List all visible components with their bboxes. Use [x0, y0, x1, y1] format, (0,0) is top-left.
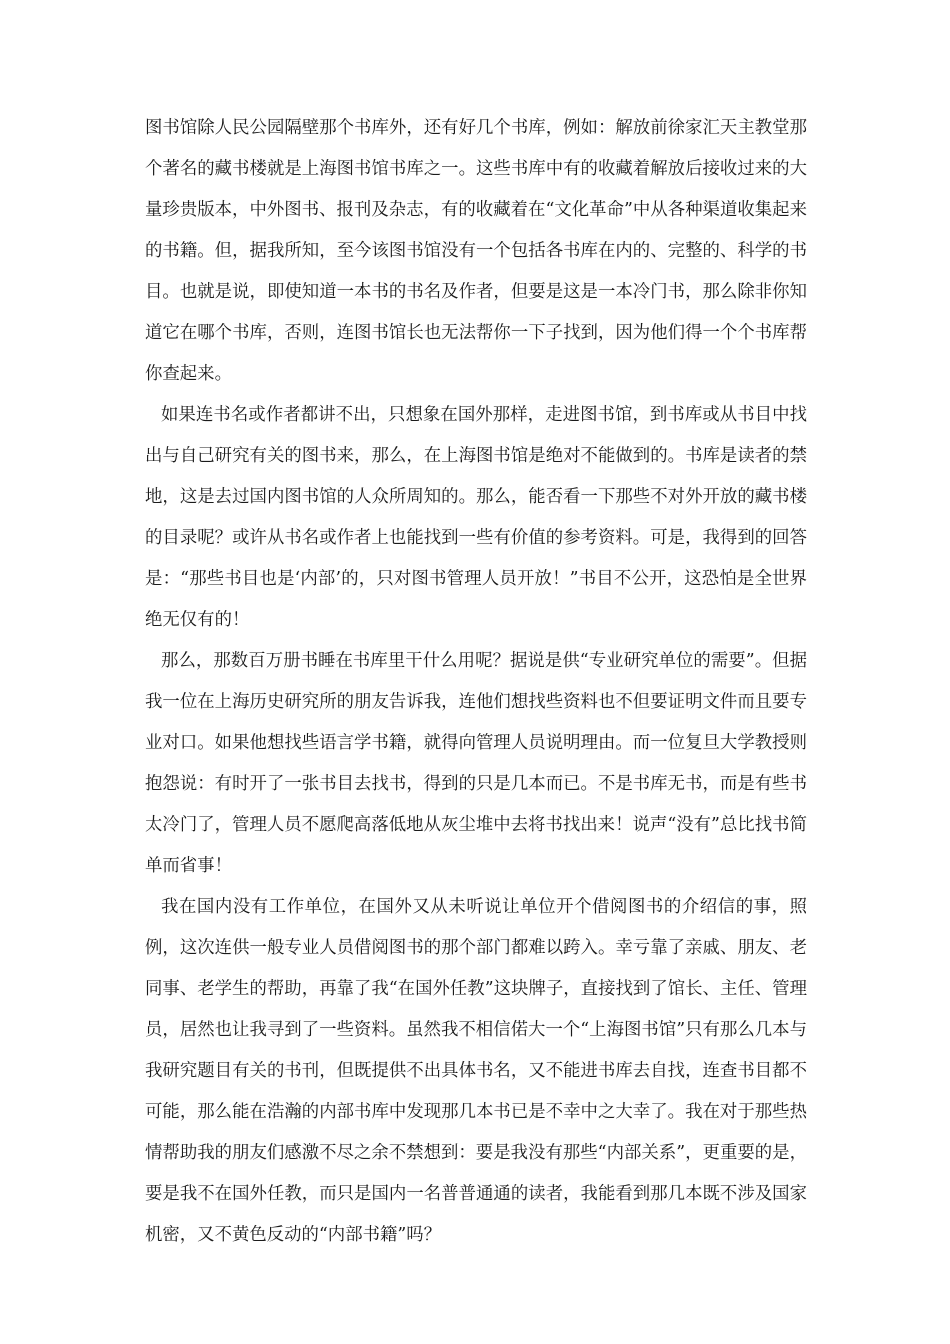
paragraph-3: 那么，那数百万册书睡在书库里干什么用呢？据说是供“专业研究单位的需要”。但据我一位在上海历史研究所的朋友告诉我，连他们想找些资料也不但要证明文件而且要专业对口。如果他想找些语言学书籍，就得向管理人员说明理由。而一位复旦大学教授则抱怨说：有时开了一张书目去找书，得到的只是几本而已。不是书库无书，而是有些书太冷门了，管理人员不愿爬高落低地从灰尘堆中去将书找出来！说声“没有”总比找书简单而省事！ — [145, 651, 807, 876]
paragraph-2: 如果连书名或作者都讲不出，只想象在国外那样，走进图书馆，到书库或从书目中找出与自己研究有关的图书来，那么，在上海图书馆是绝对不能做到的。书库是读者的禁地，这是去过国内图书馆的人众所周知的。那么，能否看一下那些不对外开放的藏书楼的目录呢？或许从书名或作者上也能找到一些有价值的参考资料。可是，我得到的回答是：“那些书目也是‘内部’的，只对图书管理人员开放！”书目不公开，这恐怕是全世界绝无仅有的！ — [145, 405, 807, 630]
document-body — [145, 108, 807, 1256]
paragraph-1: 图书馆除人民公园隔壁那个书库外，还有好几个书库，例如：解放前徐家汇天主教堂那个著名的藏书楼就是上海图书馆书库之一。这些书库中有的收藏着解放后接收过来的大量珍贵版本，中外图书、报刊及杂志，有的收藏着在“文化革命”中从各种渠道收集起来的书籍。但，据我所知，至今该图书馆没有一个包括各书库在内的、完整的、科学的书目。也就是说，即使知道一本书的书名及作者，但要是这是一本冷门书，那么除非你知道它在哪个书库，否则，连图书馆长也无法帮你一下子找到，因为他们得一个个书库帮你查起来。 — [145, 118, 807, 384]
paragraph-4: 我在国内没有工作单位，在国外又从未听说让单位开个借阅图书的介绍信的事，照例，这次连供一般专业人员借阅图书的那个部门都难以跨入。幸亏靠了亲戚、朋友、老同事、老学生的帮助，再靠了我“在国外任教”这块牌子，直接找到了馆长、主任、管理员，居然也让我寻到了一些资料。虽然我不相信偌大一个“上海图书馆”只有那么几本与我研究题目有关的书刊，但既提供不出具体书名，又不能进书库去自找，连查书目都不可能，那么能在浩瀚的内部书库中发现那几本书已是不幸中之大幸了。我在对于那些热情帮助我的朋友们感激不尽之余不禁想到：要是我没有那些“内部关系”，更重要的是，要是我不在国外任教，而只是国内一名普普通通的读者，我能看到那几本既不涉及国家机密，又不黄色反动的“内部书籍”吗？ — [145, 897, 807, 1245]
